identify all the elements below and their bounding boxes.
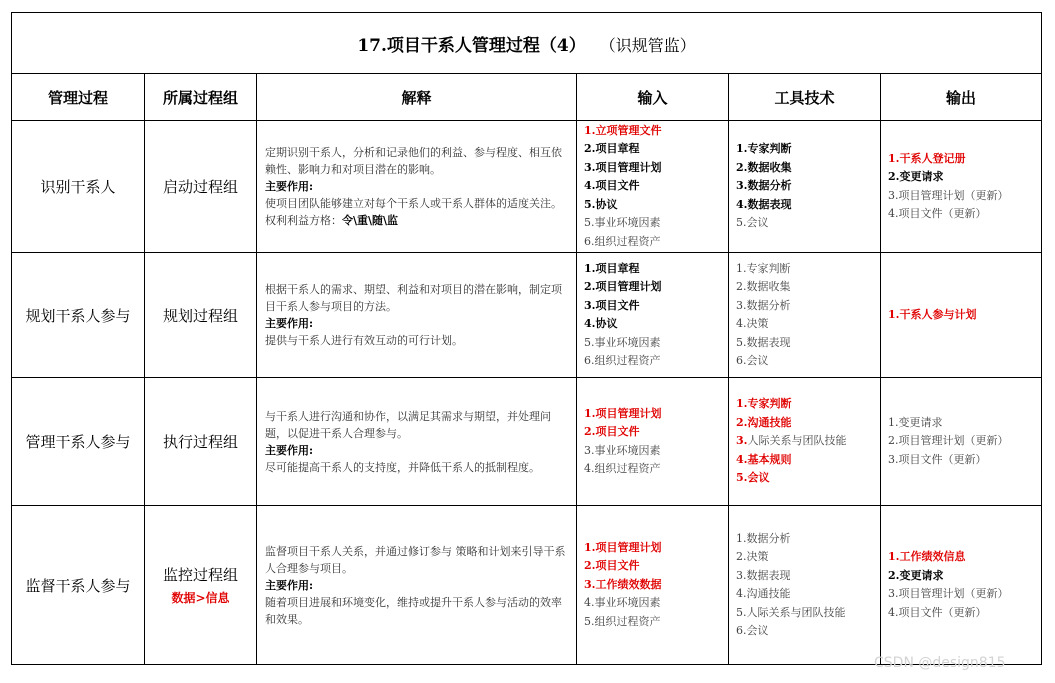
process-group: [145, 506, 257, 665]
list-item: 1.专家判断: [736, 261, 791, 275]
outputs-cell: [881, 506, 1042, 665]
list-item: 3.项目文件（更新）: [888, 452, 987, 466]
list-item: 1.专家判断: [736, 142, 792, 156]
process-group-label: 监控过程组: [162, 566, 238, 584]
list-item: 4.数据表现: [736, 197, 792, 211]
process-group-label: 执行过程组: [162, 433, 238, 451]
list-item: 5.人际关系与团队技能: [736, 605, 846, 619]
list-item: 5.协议: [584, 197, 618, 211]
header-outputs: 输出: [881, 74, 1042, 121]
explanation-text: 定期识别干系人，分析和记录他们的利益、参与程度、相互依赖性、影响力和对项目潜在的影响。: [265, 146, 562, 176]
list-item: 1.干系人登记册: [888, 151, 966, 165]
list-item: 4.项目文件（更新）: [888, 605, 987, 619]
inputs-cell: [577, 378, 729, 506]
list-item: 3.项目文件: [584, 298, 640, 312]
list-item: 6.组织过程资产: [584, 234, 661, 248]
list-item: 2.项目管理计划（更新）: [888, 434, 1009, 448]
tools-cell: [729, 378, 881, 506]
list-item: 5.组织过程资产: [584, 614, 661, 628]
list-item: 2.项目文件: [584, 425, 640, 438]
process-name: 规划干系人参与: [12, 253, 145, 378]
title-main: 17.项目干系人管理过程（4）: [357, 35, 586, 56]
list-item: 1.项目章程: [584, 261, 640, 275]
grid-label: 权利利益方格：: [265, 214, 342, 227]
explanation-text: 与干系人进行沟通和协作，以满足其需求与期望，并处理问题，以促进干系人合理参与。: [265, 409, 551, 440]
key-effect-text: 尽可能提高干系人的支持度，并降低干系人的抵制程度。: [265, 460, 540, 474]
list-item: 6.会议: [736, 354, 769, 367]
list-item: 4.决策: [736, 317, 769, 330]
list-item: 5.数据表现: [736, 335, 791, 349]
list-item: 4.项目文件（更新）: [888, 207, 987, 220]
grid-value: 令\重\随\监: [342, 214, 399, 227]
process-name: 监督干系人参与: [12, 506, 145, 665]
process-name: 识别干系人: [12, 121, 145, 253]
list-item: 2.沟通技能: [736, 415, 792, 429]
process-group: [145, 253, 257, 378]
outputs-cell: [881, 253, 1042, 378]
title-sub: （识规管监）: [607, 35, 696, 55]
list-item: 3.人际关系与团队技能: [736, 434, 847, 448]
process-table: [11, 12, 1042, 665]
process-group-label: 启动过程组: [162, 178, 238, 196]
list-item: 3.数据表现: [736, 568, 791, 582]
header-tools: 工具技术: [729, 74, 881, 121]
header-group: 所属过程组: [145, 74, 257, 121]
list-item: 5.会议: [736, 471, 770, 485]
list-item: 5.事业环境因素: [584, 216, 661, 230]
tools-cell: [729, 253, 881, 378]
list-item: 2.变更请求: [888, 568, 944, 582]
list-item: 1.项目管理计划: [584, 540, 662, 554]
list-item: 3.数据分析: [736, 179, 792, 193]
key-effect-text: 使项目团队能够建立对每个干系人或干系人群体的适度关注。: [265, 197, 562, 210]
list-item: 1.专家判断: [736, 397, 792, 411]
outputs-cell: [881, 378, 1042, 506]
list-item: 2.决策: [736, 550, 769, 563]
key-effect-label: 主要作用:: [265, 443, 314, 457]
list-item: 1.数据分析: [736, 531, 791, 545]
table-row: [12, 506, 1042, 665]
tools-cell: [729, 506, 881, 665]
header-inputs: 输入: [577, 74, 729, 121]
list-item: 4.沟通技能: [736, 587, 791, 600]
key-effect-text: 提供与干系人进行有效互动的可行计划。: [265, 334, 463, 347]
list-item: 2.数据收集: [736, 280, 791, 293]
explanation-text: 监督项目干系人关系，并通过修订参与 策略和计划来引导干系人合理参与项目。: [265, 544, 566, 575]
table-row: [12, 121, 1042, 253]
process-name: 管理干系人参与: [12, 378, 145, 506]
explanation: [257, 506, 577, 665]
list-item: 1.干系人参与计划: [888, 307, 977, 321]
list-item: 6.组织过程资产: [584, 354, 661, 367]
inputs-cell: [577, 506, 729, 665]
list-item: 3.数据分析: [736, 298, 791, 312]
process-group: [145, 378, 257, 506]
list-item: 2.数据收集: [736, 160, 792, 174]
list-item: 3.工作绩效数据: [584, 577, 662, 591]
list-item: 1.立项管理文件: [584, 123, 662, 137]
list-item: 4.事业环境因素: [584, 596, 661, 610]
list-item: 1.工作绩效信息: [888, 550, 966, 563]
list-item: 3.项目管理计划: [584, 160, 662, 174]
list-item: 2.项目章程: [584, 142, 640, 156]
list-item: 6.会议: [736, 624, 769, 637]
explanation: [257, 378, 577, 506]
table-row: [12, 378, 1042, 506]
list-item: 1.项目管理计划: [584, 406, 662, 420]
list-item: 4.组织过程资产: [584, 462, 661, 475]
key-effect-label: 主要作用:: [265, 578, 314, 592]
list-item: 3.项目管理计划（更新）: [888, 188, 1009, 202]
header-row: [12, 74, 1042, 121]
list-item: 2.项目管理计划: [584, 280, 662, 293]
key-effect-label: 主要作用:: [265, 317, 314, 330]
tools-cell: [729, 121, 881, 253]
list-item: 3.项目管理计划（更新）: [888, 587, 1009, 600]
list-item: 2.项目文件: [584, 559, 640, 573]
list-item: 4.基本规则: [736, 452, 792, 466]
list-item: 1.变更请求: [888, 415, 943, 429]
group-note: 数据>信息: [171, 591, 230, 605]
list-item: 5.事业环境因素: [584, 335, 661, 349]
key-effect-label: 主要作用:: [265, 180, 314, 193]
explanation: [257, 121, 577, 253]
header-explain: 解释: [257, 74, 577, 121]
inputs-cell: [577, 121, 729, 253]
table-title: [12, 13, 1042, 74]
key-effect-text: 随着项目进展和环境变化，维持或提升干系人参与活动的效率和效果。: [265, 595, 562, 626]
table-row: [12, 253, 1042, 378]
list-item: 5.会议: [736, 216, 769, 230]
list-item: 3.事业环境因素: [584, 443, 661, 457]
header-process: 管理过程: [12, 74, 145, 121]
explanation: [257, 253, 577, 378]
inputs-cell: [577, 253, 729, 378]
process-group-label: 规划过程组: [162, 306, 238, 325]
explanation-text: 根据干系人的需求、期望、利益和对项目的潜在影响，制定项目干系人参与项目的方法。: [265, 283, 562, 313]
watermark: CSDN @design815: [874, 655, 1006, 671]
outputs-cell: [881, 121, 1042, 253]
process-group: [145, 121, 257, 253]
list-item: 4.协议: [584, 317, 618, 330]
list-item: 4.项目文件: [584, 179, 640, 193]
list-item: 2.变更请求: [888, 170, 944, 183]
